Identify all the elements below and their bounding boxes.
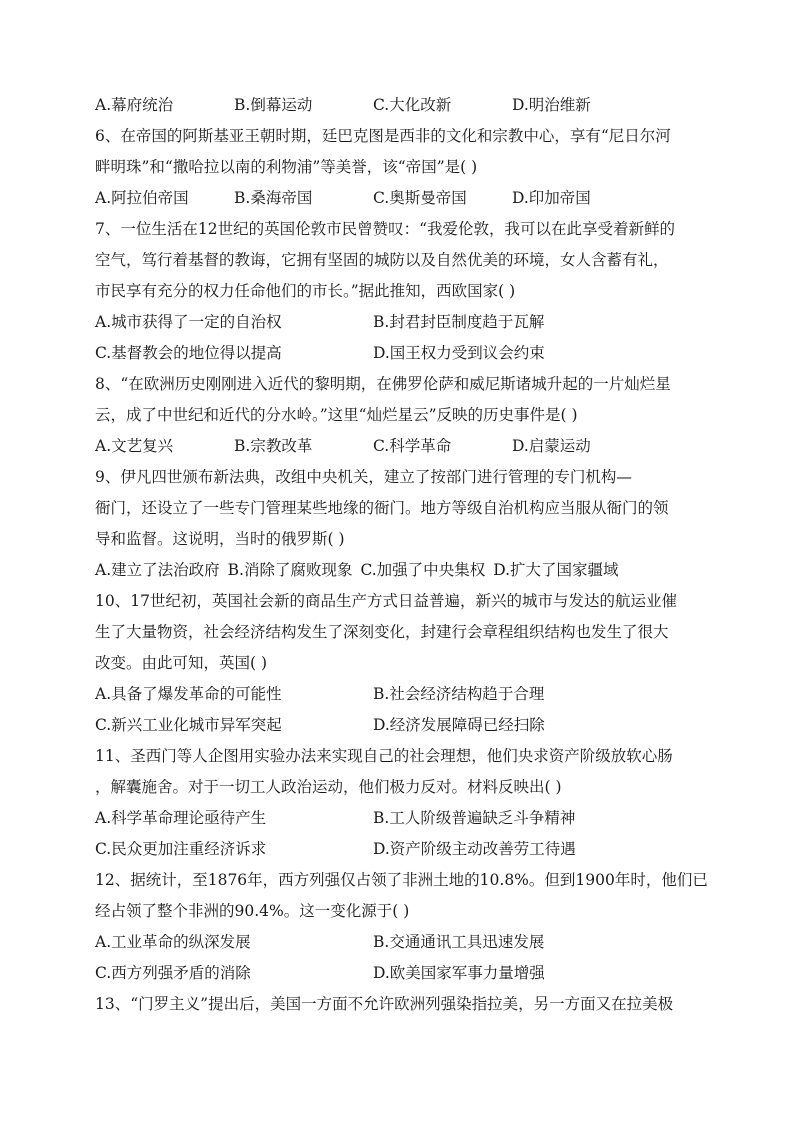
q6-option-d[interactable]: D.印加帝国 xyxy=(512,189,591,207)
q8-option-b[interactable]: B.宗教改革 xyxy=(234,437,313,455)
q8-stem-line-1: 8、“在欧洲历史刚刚进入近代的黎明期，在佛罗伦萨和威尼斯诸城升起的一片灿烂星 xyxy=(95,375,671,393)
q12-option-b[interactable]: B.交通通讯工具迅速发展 xyxy=(373,933,545,951)
q13-stem-line-1: 13、“门罗主义”提出后，美国一方面不允许欧洲列强染指拉美，另一方面又在拉美极 xyxy=(95,995,674,1013)
q7-stem-line-1: 7、一位生活在12世纪的英国伦敦市民曾赞叹：“我爱伦敦，我可以在此享受着新鲜的 xyxy=(95,220,676,238)
q11-options-row-2 xyxy=(95,834,705,865)
q11-option-b[interactable]: B.工人阶级普遍缺乏斗争精神 xyxy=(373,809,576,827)
q9-option-d[interactable]: D.扩大了国家疆域 xyxy=(493,561,619,579)
q7-option-b[interactable]: B.封君封臣制度趋于瓦解 xyxy=(373,313,545,331)
q6-option-b[interactable]: B.桑海帝国 xyxy=(234,189,313,207)
q9-option-b[interactable]: B.消除了腐败现象 xyxy=(227,561,353,579)
q9-stem-line-3: 导和监督。这说明，当时的俄罗斯( ) xyxy=(95,530,345,548)
q6-option-c[interactable]: C.奥斯曼帝国 xyxy=(373,189,467,207)
q11-options-row-1 xyxy=(95,803,705,834)
q8-option-c[interactable]: C.科学革命 xyxy=(373,437,452,455)
q9-options xyxy=(95,555,705,586)
q10-option-a[interactable]: A.具备了爆发革命的可能性 xyxy=(95,685,282,703)
q12-stem-line-2: 经占领了整个非洲的90.4%。这一变化源于( ) xyxy=(95,902,410,920)
q7-options-row-2 xyxy=(95,338,705,369)
q8-option-d[interactable]: D.启蒙运动 xyxy=(512,437,591,455)
q5-option-c[interactable]: C.大化改新 xyxy=(373,96,452,114)
q12-options-row-1 xyxy=(95,927,705,958)
q5-options xyxy=(95,90,705,121)
q10-option-d[interactable]: D.经济发展障碍已经扫除 xyxy=(373,716,545,734)
q7-options-row-1 xyxy=(95,307,705,338)
q11-stem-line-2: ，解囊施舍。对于一切工人政治运动，他们极力反对。材料反映出( ) xyxy=(95,778,562,796)
q7-option-a[interactable]: A.城市获得了一定的自治权 xyxy=(95,313,282,331)
q12-options-row-2 xyxy=(95,958,705,989)
q6-options xyxy=(95,183,705,214)
q10-option-c[interactable]: C.新兴工业化城市异军突起 xyxy=(95,716,282,734)
exam-page xyxy=(95,90,708,1020)
q5-option-b[interactable]: B.倒幕运动 xyxy=(234,96,313,114)
q10-option-b[interactable]: B.社会经济结构趋于合理 xyxy=(373,685,545,703)
q8-options xyxy=(95,431,705,462)
q5-option-d[interactable]: D.明治维新 xyxy=(512,96,591,114)
q12-option-c[interactable]: C.西方列强矛盾的消除 xyxy=(95,964,251,982)
q7-option-d[interactable]: D.国王权力受到议会约束 xyxy=(373,344,545,362)
q11-option-c[interactable]: C.民众更加注重经济诉求 xyxy=(95,840,267,858)
q11-option-a[interactable]: A.科学革命理论亟待产生 xyxy=(95,809,267,827)
q7-stem-line-2: 空气，笃行着基督的教诲，它拥有坚固的城防以及自然优美的环境，女人含蓄有礼， xyxy=(95,251,669,269)
q12-option-d[interactable]: D.欧美国家军事力量增强 xyxy=(373,964,545,982)
q8-option-a[interactable]: A.文艺复兴 xyxy=(95,437,174,455)
q9-option-c[interactable]: C.加强了中央集权 xyxy=(360,561,486,579)
q6-stem-line-2: 畔明珠”和“撒哈拉以南的利物浦”等美誉，该“帝国”是( ) xyxy=(95,158,478,176)
q6-option-a[interactable]: A.阿拉伯帝国 xyxy=(95,189,189,207)
q7-option-c[interactable]: C.基督教会的地位得以提高 xyxy=(95,344,282,362)
q10-stem-line-2: 生了大量物资，社会经济结构发生了深刻变化，封建行会章程组织结构也发生了很大 xyxy=(95,623,669,641)
q9-stem-line-1: 9、伊凡四世颁布新法典，改组中央机关，建立了按部门进行管理的专门机构— xyxy=(95,468,632,486)
q6-stem-line-1: 6、在帝国的阿斯基亚王朝时期，廷巴克图是西非的文化和宗教中心，享有“尼日尔河 xyxy=(95,127,671,145)
q8-stem-line-2: 云，成了中世纪和近代的分水岭。”这里“灿烂星云”反映的历史事件是( ) xyxy=(95,406,578,424)
q10-options-row-1 xyxy=(95,679,705,710)
q10-stem-line-1: 10、17世纪初，英国社会新的商品生产方式日益普遍，新兴的城市与发达的航运业催 xyxy=(95,592,677,610)
q11-stem-line-1: 11、圣西门等人企图用实验办法来实现自己的社会理想，他们央求资产阶级放软心肠 xyxy=(95,747,673,765)
q5-option-a[interactable]: A.幕府统治 xyxy=(95,96,174,114)
q10-options-row-2 xyxy=(95,710,705,741)
q7-stem-line-3: 市民享有充分的权力任命他们的市长。”据此推知，西欧国家( ) xyxy=(95,282,516,300)
q9-stem-line-2: 衙门，还设立了一些专门管理某些地缘的衙门。地方等级自治机构应当服从衙门的领 xyxy=(95,499,669,517)
q9-option-a[interactable]: A.建立了法治政府 xyxy=(95,561,220,579)
q10-stem-line-3: 改变。由此可知，英国( ) xyxy=(95,654,268,672)
q12-option-a[interactable]: A.工业革命的纵深发展 xyxy=(95,933,251,951)
q12-stem-line-1: 12、据统计，至1876年，西方列强仅占领了非洲土地的10.8%。但到1900年时，他们已 xyxy=(95,871,708,889)
q11-option-d[interactable]: D.资产阶级主动改善劳工待遇 xyxy=(373,840,576,858)
